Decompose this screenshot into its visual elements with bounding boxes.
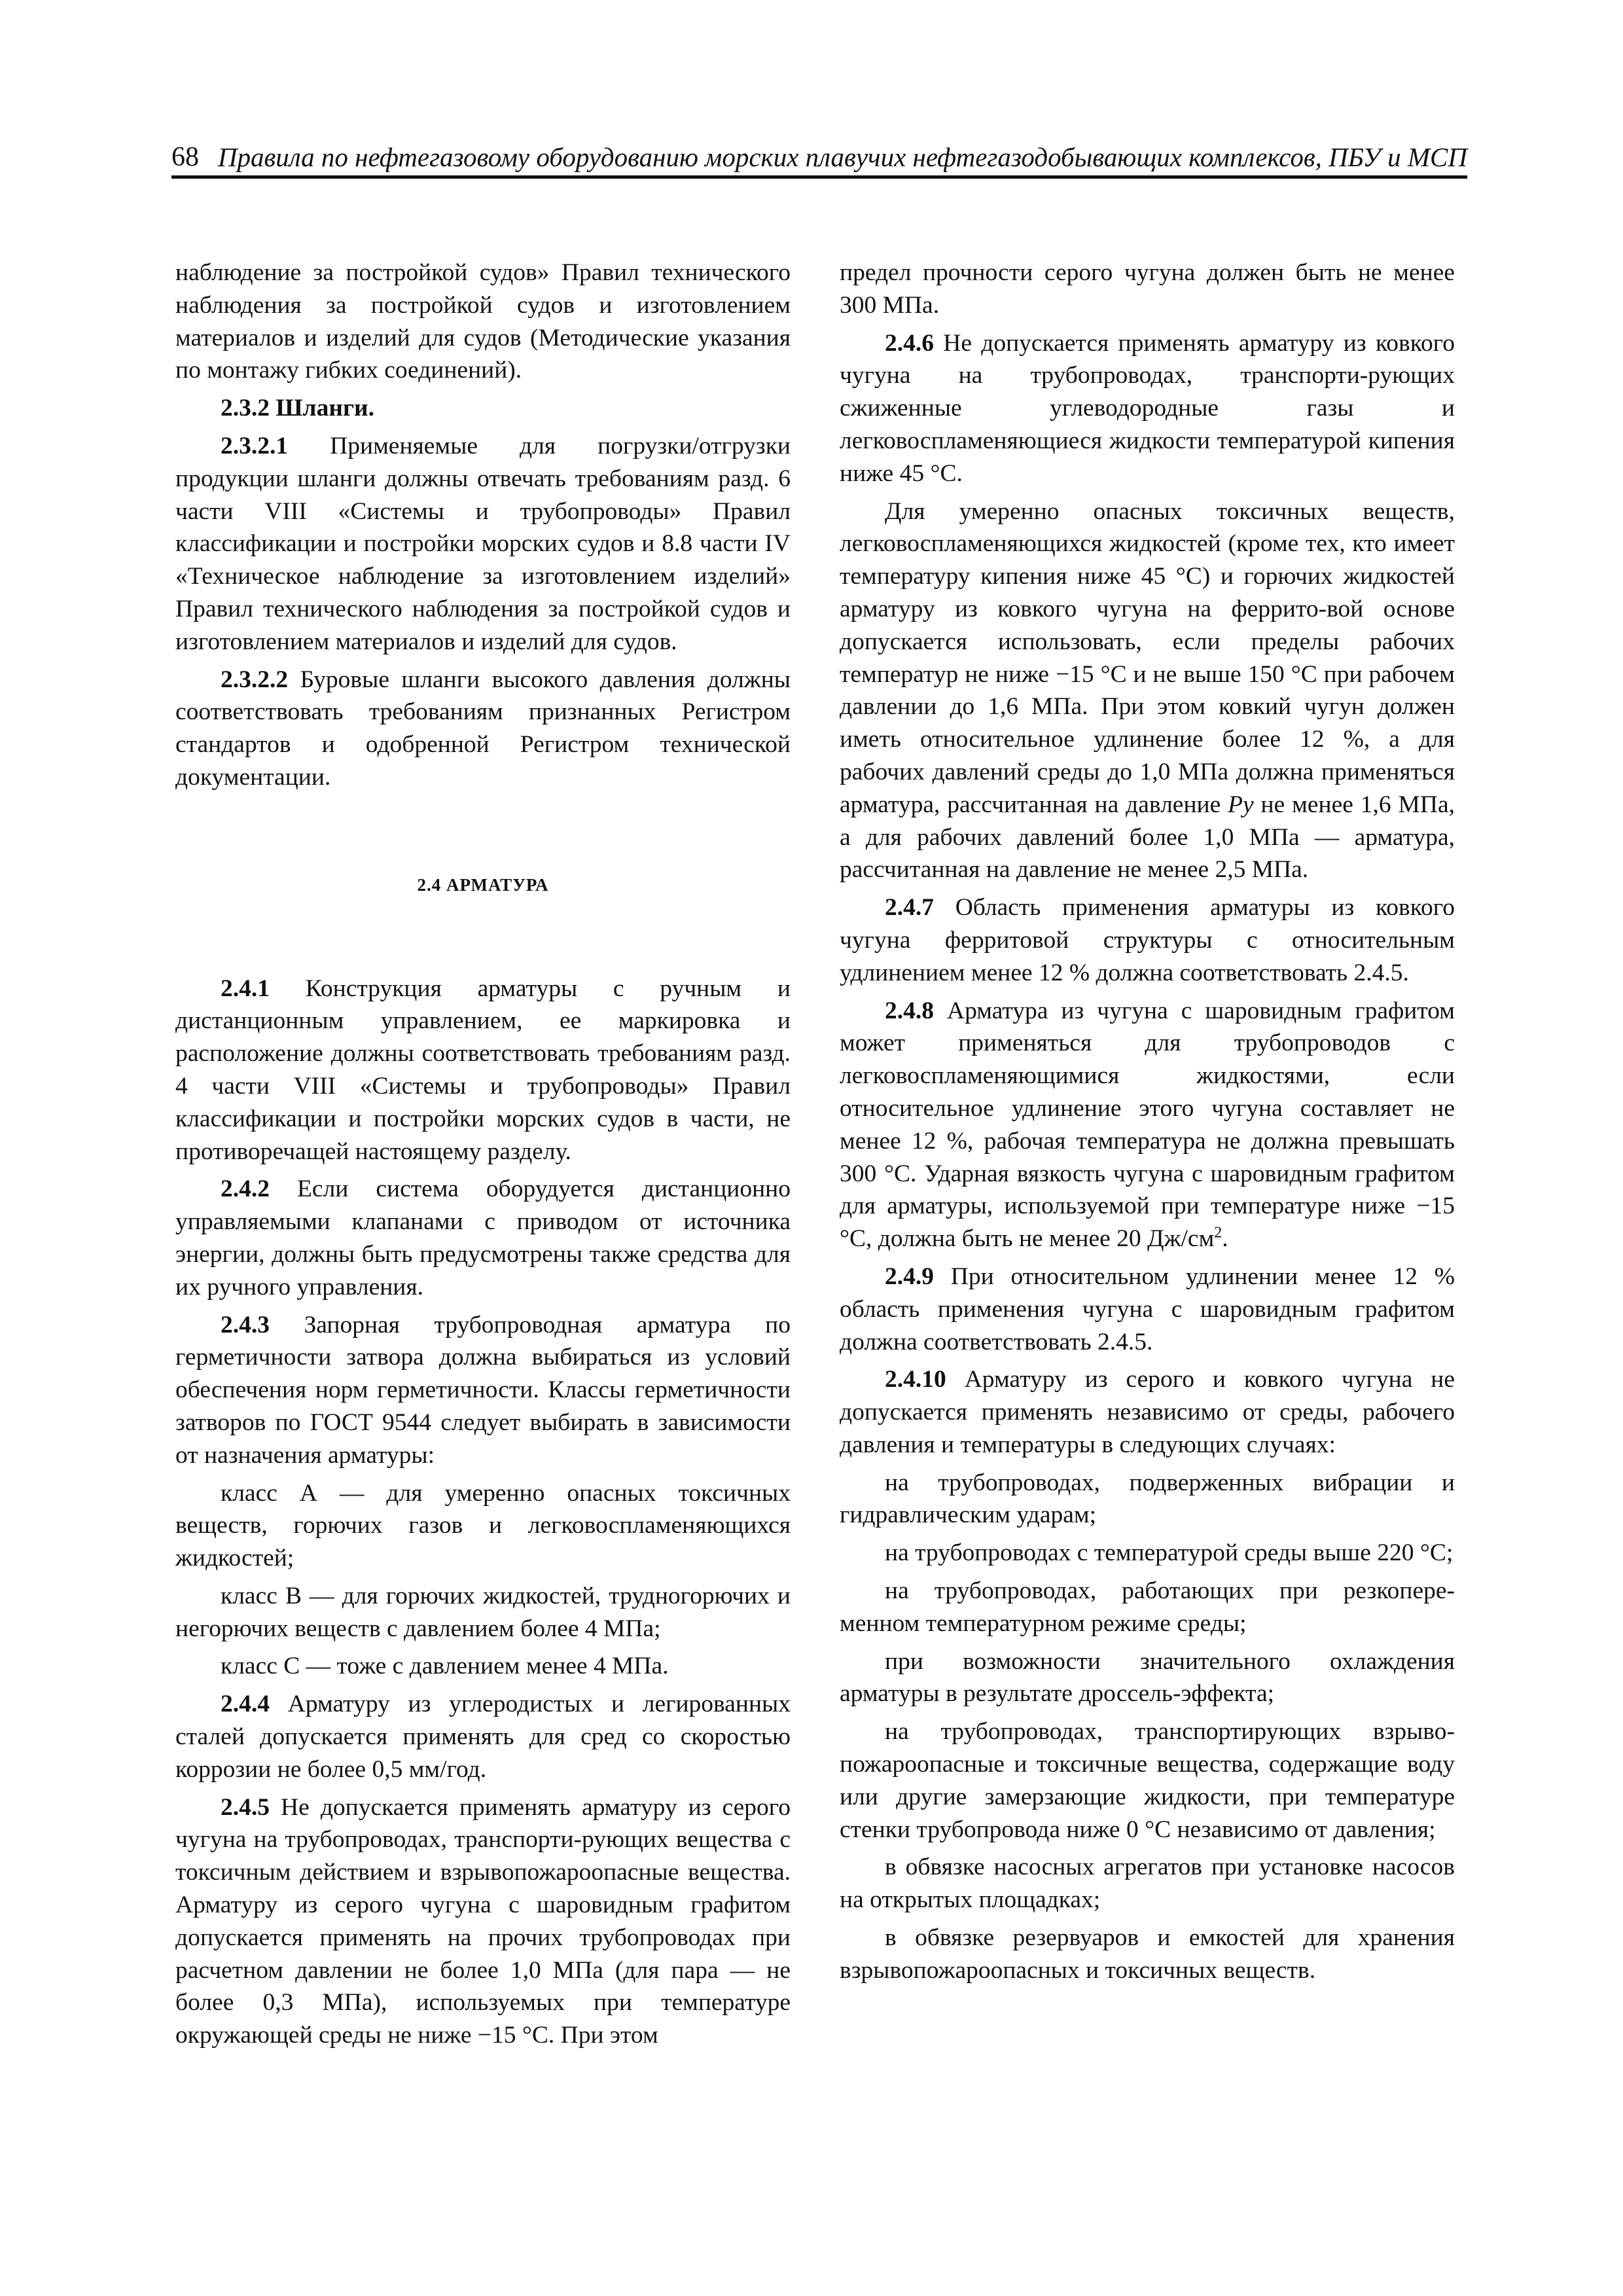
- page-number: 68: [171, 142, 199, 172]
- clause-number: 2.4.2: [221, 1175, 270, 1203]
- paragraph-2-4-4: [175, 1688, 791, 1785]
- running-title: Правила по нефтегазовому оборудованию морских плавучих нефтегазодобывающих комплексов, ПБУ и МСП: [217, 142, 1467, 172]
- case-item: на трубопроводах, подверженных вибрации и гидравлическим ударам;: [840, 1469, 1455, 1529]
- clause-number: 2.4.3: [221, 1311, 270, 1338]
- paragraph-2-4-6: [840, 327, 1455, 490]
- case-item: на трубопроводах с температурой среды выше 220 °С;: [885, 1539, 1454, 1567]
- paragraph-2-4-5: [175, 1791, 791, 2052]
- paragraph-continuation: предел прочности серого чугуна должен быть не менее 300 МПа.: [840, 259, 1455, 319]
- paragraph-2-4-2: [175, 1173, 791, 1303]
- paragraph-2-4-9: [840, 1261, 1455, 1358]
- clause-number: 2.4.10: [885, 1366, 946, 1393]
- paragraph-text: не менее 1,6 МПа, а для рабочих давлений более 1,0 МПа — арматура, рассчитанная на давление не менее 2,5 МПа.: [840, 791, 1455, 884]
- case-item: на трубопроводах, работающих при резкопере-менном температурном режиме среды;: [840, 1577, 1455, 1637]
- section-title: 2.4 АРМАТУРА: [417, 874, 549, 895]
- clause-text: Арматура из чугуна с шаровидным графитом может применяться для трубопроводов с легковоспламеняющимися жидкостями, если относительное удлинение этого чугуна составляет не менее 12 %, рабочая температура не должна превышать 300 °С. Ударная вязкость чугуна с шаровидным графитом для арматуры, используемой при температуре ниже −15 °С, должна быть не менее 20 Дж/см: [840, 997, 1455, 1253]
- page-header: [171, 141, 1467, 181]
- paragraph-2-4-1: [175, 973, 791, 1168]
- clause-number: 2.3.2.1: [221, 432, 289, 459]
- nominal-pressure-symbol: Pу: [1228, 791, 1254, 818]
- clause-text: Область применения арматуры из ковкого чугуна ферритовой структуры с относительным удлинением менее 12 % должна соответствовать 2.4.5.: [840, 894, 1455, 986]
- case-item: на трубопроводах, транспортирующих взрыво-пожароопасные и токсичные вещества, содержащие воду или другие замерзающие жидкости, при температуре стенки трубопровода ниже 0 °С независимо от давления;: [840, 1718, 1455, 1843]
- clause-number: 2.4.1: [221, 975, 270, 1002]
- clause-number: 2.4.7: [885, 894, 934, 922]
- class-c-item: класс С — тоже с давлением менее 4 МПа.: [221, 1653, 669, 1680]
- left-column: [175, 257, 791, 2057]
- subsection-heading-hoses: 2.3.2 Шланги.: [221, 395, 374, 422]
- right-column: [840, 257, 1455, 1992]
- case-item: при возможности значительного охлаждения арматуры в результате дроссель-эффекта;: [840, 1647, 1455, 1708]
- clause-text: Если система оборудуется дистанционно управляемыми клапанами с приводом от источника энергии, должны быть предусмотрены также средства для их ручного управления.: [175, 1175, 791, 1300]
- clause-text: Арматуру из серого и ковкого чугуна не допускается применять независимо от среды, рабочего давления и температуры в следующих случаях:: [840, 1366, 1455, 1458]
- clause-number: 2.3.2.2: [221, 666, 289, 693]
- case-item: в обвязке резервуаров и емкостей для хранения взрывопожароопасных и токсичных веществ.: [840, 1924, 1455, 1984]
- paragraph-text: Для умеренно опасных токсичных веществ, легковоспламеняющихся жидкостей (кроме тех, кто имеет температуру кипения ниже 45 °С) и горючих жидкостей арматуру из ковкого чугуна на феррито-вой основе допускается использовать, если пределы рабочих температур не ниже −15 °С и не выше 150 °С при рабочем давлении до 1,6 МПа. При этом ковкий чугун должен иметь относительное удлинение более 12 %, а для рабочих давлений среды до 1,0 МПа должна применяться арматура, рассчитанная на давление: [840, 497, 1455, 818]
- paragraph-2-4-7: [840, 891, 1455, 989]
- class-b-item: класс В — для горючих жидкостей, трудногорючих и негорючих веществ с давлением более 4 МПа;: [175, 1582, 791, 1642]
- paragraph-continuation: наблюдение за постройкой судов» Правил технического наблюдения за постройкой судов и изготовлением материалов и изделий для судов (Методические указания по монтажу гибких соединений).: [175, 259, 791, 384]
- clause-text: При относительном удлинении менее 12 % область применения чугуна с шаровидным графитом должна соответствовать 2.4.5.: [840, 1263, 1455, 1355]
- paragraph-2-3-2-1: [175, 430, 791, 658]
- clause-text: Не допускается применять арматуру из серого чугуна на трубопроводах, транспорти-рующих вещества с токсичным действием и взрывопожароопасные вещества. Арматуру из серого чугуна с шаровидным графитом допускается применять на прочих трубопроводах при расчетном давлении не более 1,0 МПа (для пара — не более 0,3 МПа), используемых при температуре окружающей среды не ниже −15 °С. При этом: [175, 1793, 791, 2049]
- clause-number: 2.4.4: [221, 1691, 270, 1718]
- clause-text: Арматуру из углеродистых и легированных сталей допускается применять для сред со скоростью коррозии не более 0,5 мм/год.: [175, 1691, 791, 1783]
- clause-text: Буровые шланги высокого давления должны соответствовать требованиям признанных Регистром стандартов и одобренной Регистром технической документации.: [175, 666, 791, 791]
- clause-text: Запорная трубопроводная арматура по герметичности затвора должна выбираться из условий обеспечения норм герметичности. Классы герметичности затворов по ГОСТ 9544 следует выбирать в зависимости от назначения арматуры:: [175, 1311, 791, 1469]
- clause-text: Применяемые для погрузки/отгрузки продукции шланги должны отвечать требованиям разд. 6 части VIII «Системы и трубопроводы» Правил классификации и постройки морских судов и 8.8 части IV «Техническое наблюдение за изготовлением изделий» Правил технического наблюдения за постройкой судов и изготовлением материалов и изделий для судов.: [175, 432, 791, 655]
- class-a-item: класс А — для умеренно опасных токсичных веществ, горючих газов и легковоспламеняющихся жидкостей;: [175, 1479, 791, 1572]
- header-rule: [171, 175, 1467, 179]
- paragraph-2-4-8: [840, 995, 1455, 1255]
- clause-text: Конструкция арматуры с ручным и дистанционным управлением, ее маркировка и расположение должны соответствовать требованиям разд. 4 части VIII «Системы и трубопроводы» Правил классификации и постройки морских судов в части, не противоречащей настоящему разделу.: [175, 975, 791, 1165]
- clause-text: Не допускается применять арматуру из ковкого чугуна на трубопроводах, транспорти-рующих сжиженные углеводородные газы и легковоспламеняющиеся жидкости температурой кипения ниже 45 °С.: [840, 329, 1455, 487]
- paragraph-2-3-2-2: [175, 664, 791, 794]
- paragraph-2-4-3: [175, 1309, 791, 1472]
- paragraph-moderate-hazard: [840, 495, 1455, 887]
- case-item: в обвязке насосных агрегатов при установке насосов на открытых площадках;: [840, 1854, 1455, 1914]
- paragraph-2-4-10: [840, 1363, 1455, 1461]
- clause-end: .: [1222, 1225, 1228, 1253]
- clause-number: 2.4.6: [885, 329, 934, 357]
- superscript: 2: [1214, 1224, 1222, 1242]
- clause-number: 2.4.5: [221, 1793, 270, 1821]
- clause-number: 2.4.9: [885, 1263, 934, 1290]
- clause-number: 2.4.8: [885, 997, 934, 1024]
